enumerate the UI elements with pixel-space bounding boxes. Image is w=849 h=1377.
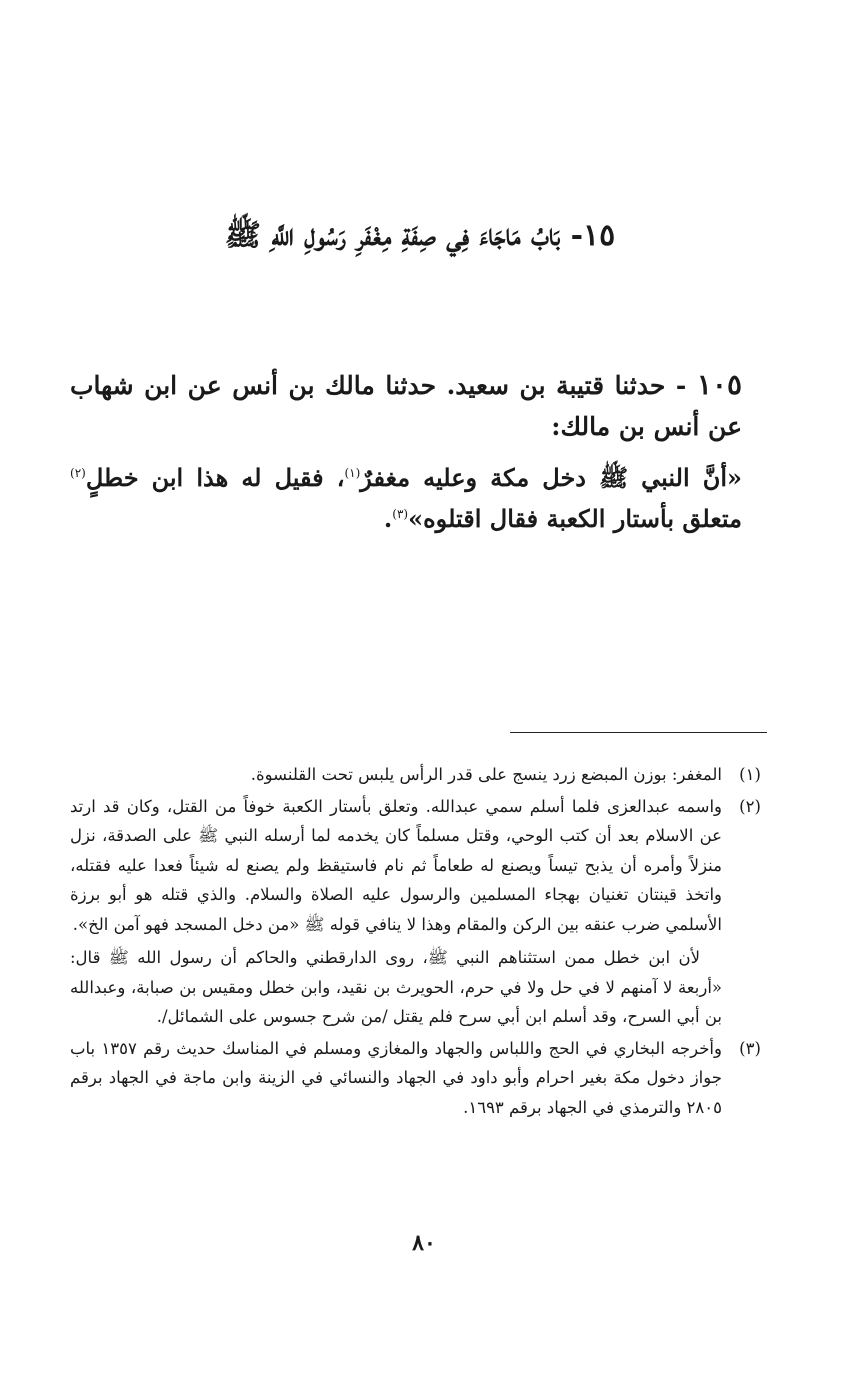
footnote-ref-3[interactable]: (٣) bbox=[392, 507, 409, 521]
footnote-2 bbox=[70, 792, 770, 1032]
footnote-number: (١) bbox=[739, 765, 761, 784]
page-number: ٨٠ bbox=[412, 1230, 436, 1256]
footnote-text: المغفر: بوزن المبضع زرد ينسج على قدر الرأس يلبس تحت القلنسوة. bbox=[250, 765, 722, 784]
footnote-text: واسمه عبدالعزى فلما أسلم سمي عبدالله. وتعلق بأستار الكعبة خوفاً من القتل، وكان قد ارتد عن الاسلام بعد أن كتب الوحي، وقتل مسلماً كان يخدمه لما أرسله النبي ﷺ على الصدقة، نزل منزلاً وأمره أن يذبح تيساً ويصنع له طعاماً ثم نام فاستيقظ ولم يصنع له شيئاً فعدا عليه فقتله، واتخذ قينتان تغنيان بهجاء المسلمين والرسول عليه الصلاة والسلام. والذي قتله هو أبو برزة الأسلمي ضرب عنقه بين الركن والمقام وهذا لا ينافي قوله ﷺ «من دخل المسجد فهو آمن الخ». bbox=[70, 796, 722, 934]
footnotes bbox=[70, 760, 770, 1122]
footnote-divider bbox=[510, 732, 767, 733]
footnote-ref-2[interactable]: (٢) bbox=[70, 466, 86, 480]
hadith-matn bbox=[70, 457, 742, 539]
hadith-chain-text: حدثنا قتيبة بن سعيد. حدثنا مالك بن أنس عن ابن شهاب عن أنس بن مالك: bbox=[70, 371, 742, 441]
chapter-title: ١٥- بَابُ مَاجَاءَ فِي صِفَةِ مِغْفَرِ رَسُولِ اللَّهِ ﷺ bbox=[224, 218, 616, 253]
footnote-ref-1[interactable]: (١) bbox=[344, 466, 361, 480]
matn-part-2: ، فقيل له هذا ابن خطلٍ bbox=[85, 463, 345, 492]
footnote-3 bbox=[70, 1034, 770, 1123]
footnote-1 bbox=[70, 760, 770, 790]
matn-part-3: متعلق بأستار الكعبة فقال اقتلوه» bbox=[408, 504, 742, 533]
footnote-number: (٢) bbox=[739, 796, 761, 816]
footnote-number: (٣) bbox=[739, 1038, 761, 1058]
footnote-text: لأن ابن خطل ممن استثناهم النبي ﷺ، روى الدارقطني والحاكم أن رسول الله ﷺ قال: «أربعة لا آمنهم لا في حل ولا في حرم، الحويرث بن نقيد، وابن خطل ومقيس بن صبابة، وعبدالله بن أبي السرح، وقد أسلم ابن أبي سرح فلم يقتل /من شرح جسوس على الشمائل/. bbox=[70, 948, 722, 1026]
hadith-chain bbox=[70, 364, 742, 447]
matn-end: . bbox=[383, 504, 393, 533]
hadith-number-dash: - bbox=[665, 371, 687, 400]
matn-part-1: «أنَّ النبي ﷺ دخل مكة وعليه مغفرٌ bbox=[360, 463, 742, 492]
hadith-block bbox=[70, 364, 742, 539]
footnote-text: وأخرجه البخاري في الحج واللباس والجهاد والمغازي ومسلم في المناسك حديث رقم ١٣٥٧ باب جواز دخول مكة بغير احرام وأبو داود في الجهاد والنسائي في الزينة وابن ماجة في الجهاد برقم ٢٨٠٥ والترمذي في الجهاد برقم ١٦٩٣. bbox=[70, 1038, 722, 1117]
hadith-number: ١٠٥ bbox=[696, 368, 742, 401]
